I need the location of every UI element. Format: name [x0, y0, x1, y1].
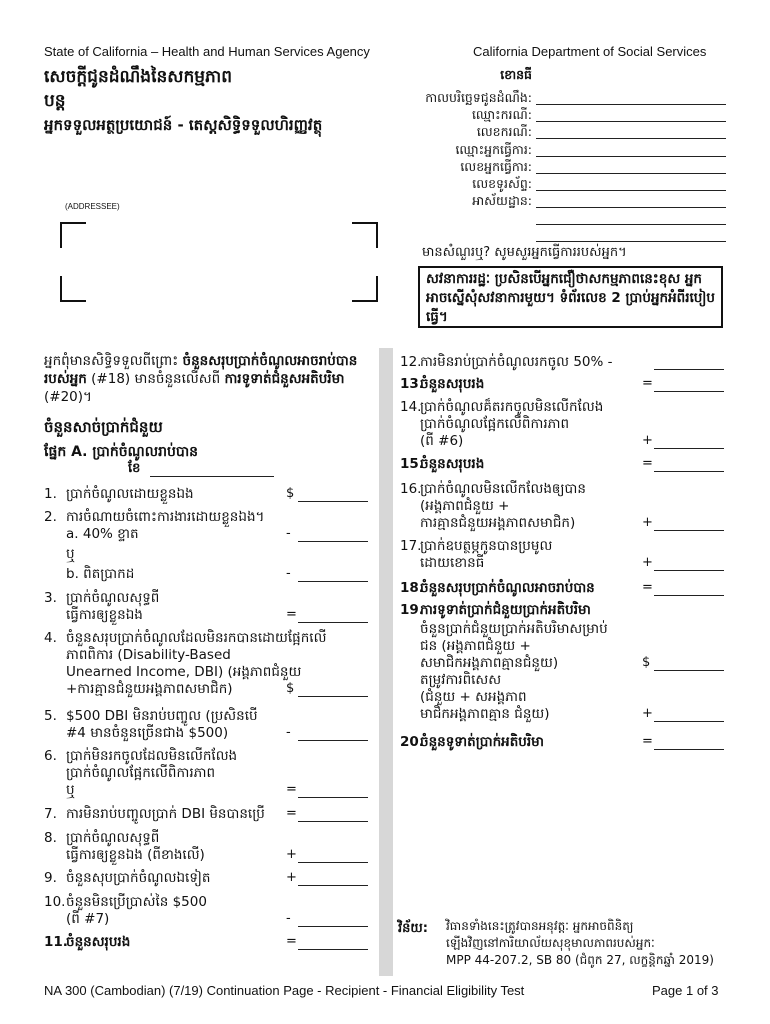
item-text: ការមិនរាប់ប្រាក់ចំណូលរកចូល 50% -	[420, 354, 613, 370]
item-number: 5.	[44, 708, 57, 724]
item-text: ឬ	[66, 782, 75, 798]
notice-date-label: កាលបរិច្ឆេទជូនដំណឹង:	[425, 90, 532, 105]
item-number: 6.	[44, 748, 57, 764]
item-number: 16.	[400, 481, 422, 497]
month-label: ខែ	[128, 461, 141, 476]
item-number: 4.	[44, 630, 57, 646]
amount-field[interactable]	[298, 581, 368, 582]
address-label: អាស័យដ្ឋាន:	[472, 193, 532, 208]
case-number-field[interactable]	[536, 138, 726, 139]
amount-field[interactable]	[298, 541, 368, 542]
amount-field[interactable]	[654, 570, 724, 571]
item-number: 14.	[400, 399, 422, 415]
notice-date-field[interactable]	[536, 104, 726, 105]
item-text: ដោយខោនធី	[420, 555, 485, 571]
rules-line3: MPP 44-207.2, SB 80 (ជំពូក 27, លក្ខន្តិកឆ្នាំ 2019)	[446, 953, 714, 967]
item-text: ធ្វើការឲ្យខ្លួនឯង (ពីខាងលើ)	[66, 847, 205, 863]
item-number: 1.	[44, 486, 57, 502]
item-number: 11.	[44, 934, 68, 950]
item-text: ប្រាក់ចំណូលសុទ្ធពី	[66, 830, 160, 846]
operator-sign: -	[286, 566, 291, 581]
address-window-corner-bl	[60, 276, 86, 302]
item-text: #4 មានចំនួនច្រើនជាង $500)	[66, 725, 229, 741]
address-window-corner-tr	[352, 222, 378, 248]
operator-sign: $	[642, 655, 651, 670]
amount-field[interactable]	[654, 530, 724, 531]
item-number: 13.	[400, 376, 424, 392]
item-number: 18.	[400, 580, 424, 596]
item-text: ឬ	[66, 546, 75, 562]
item-text: ភាពពិការ (Disability-Based	[66, 647, 231, 663]
worker-number-field[interactable]	[536, 173, 726, 174]
item-text: ប្រាក់ចំណូលផ្អែកលើពិការភាព	[66, 765, 216, 781]
item-text: ចំនួនសរុបរង	[66, 934, 131, 950]
item-text: Unearned Income, DBI) (អង្គភាពជំនួយ	[66, 664, 302, 680]
agency-left: State of California – Health and Human Services Agency	[44, 44, 370, 59]
item-number: 15.	[400, 456, 424, 472]
rules-line2: ឡើងវិញនៅការិយាល័យសុខុមាលភាពរបស់អ្នកៈ	[446, 936, 655, 950]
item-text: ប្រាក់ចំណូលសុទ្ធពី	[66, 590, 160, 606]
item-text: a. 40% ខ្ទាត	[66, 526, 139, 542]
operator-sign: =	[642, 734, 653, 749]
amount-field[interactable]	[654, 471, 724, 472]
form-title-line2: បន្ត	[44, 91, 66, 111]
intro-bold-1: ចំនួនសរុបប្រាក់ចំណូលអាចរាប់បានរបស់អ្នក	[44, 353, 358, 387]
amount-field[interactable]	[654, 721, 724, 722]
form-identifier: NA 300 (Cambodian) (7/19) Continuation Page - Recipient - Financial Eligibility Test	[44, 983, 525, 998]
operator-sign: =	[286, 806, 297, 821]
item-text: ប្រាក់ចំណូលគ៏តរកចូលមិនលើកលែង	[420, 399, 604, 415]
addressee-label: (ADDRESSEE)	[65, 202, 120, 211]
item-text: ប្រាក់មិនរកចូលដែលមិនលើកលែង	[66, 748, 238, 764]
operator-sign: =	[286, 607, 297, 622]
operator-sign: +	[286, 870, 297, 885]
county-label: ខោនធី	[500, 67, 532, 82]
operator-sign: +	[642, 555, 653, 570]
item-text: ចំនួនសរុបរង	[420, 456, 485, 472]
worker-number-label: លេខអ្នកធ្វើការ:	[460, 159, 532, 174]
address-field-line2[interactable]	[536, 224, 726, 225]
intro-text-3: (#20)។	[44, 389, 92, 405]
rules-label: វិន័យ:	[398, 921, 428, 936]
operator-sign: =	[286, 934, 297, 949]
amount-field[interactable]	[654, 391, 724, 392]
amount-field[interactable]	[298, 885, 368, 886]
case-number-label: លេខករណី:	[476, 124, 532, 139]
rules-line1: វិធានទាំងនេះត្រូវបានអនុវត្តៈ អ្នកអាចពិនិត្យ	[446, 919, 634, 933]
item-number: 10.	[44, 894, 66, 910]
item-number: 17.	[400, 538, 422, 554]
address-field-line3[interactable]	[536, 241, 726, 242]
item-number: 3.	[44, 590, 57, 606]
operator-sign: +	[286, 847, 297, 862]
operator-sign: +	[642, 515, 653, 530]
form-title-line3: អ្នកទទួលអត្ថប្រយោជន៍ - តេស្ដសិទ្ធិទទួលហិរញ្ញវត្ថុ	[44, 116, 323, 134]
amount-field[interactable]	[298, 622, 368, 623]
amount-field[interactable]	[298, 862, 368, 863]
worker-name-field[interactable]	[536, 156, 726, 157]
operator-sign: =	[642, 456, 653, 471]
operator-sign: +	[642, 433, 653, 448]
amount-field[interactable]	[298, 949, 368, 950]
case-name-label: ឈ្មោះករណី:	[471, 107, 532, 122]
item-text: មាជិកអង្គភាពគ្មាន ជំនួយ)	[420, 706, 550, 722]
agency-right: California Department of Social Services	[473, 44, 707, 59]
intro-text-1: អ្នកពុំមានសិទ្ធិទទួលពីព្រោះ	[44, 353, 183, 369]
item-text: ប្រាក់ចំណូលដោយខ្លួនឯង	[66, 486, 194, 502]
phone-number-label: លេខទូរស័ព្ទ:	[472, 176, 532, 191]
operator-sign: $	[286, 486, 295, 501]
item-text: ចំនួនសរុបប្រាក់ចំណូលដែលមិនរកបានដោយផ្អែកលើ	[66, 630, 327, 646]
amount-field[interactable]	[298, 797, 368, 798]
amount-field[interactable]	[654, 369, 724, 370]
item-text: ជន (អង្គភាពជំនួយ +	[420, 638, 531, 654]
item-text: ប្រាក់ឧបត្ថម្ភកូនបានប្រមូល	[420, 538, 553, 554]
page-number: Page 1 of 3	[652, 983, 719, 998]
item-text: ចំនួនទូទាត់ប្រាក់អតិបរិមា	[420, 734, 544, 750]
operator-sign: $	[286, 681, 295, 696]
operator-sign: -	[286, 526, 291, 541]
amount-field[interactable]	[654, 670, 724, 671]
item-text: ចំនួនសរុបរង	[420, 376, 485, 392]
item-text: b. ពិតប្រាកដ	[66, 566, 135, 582]
section-a-heading: ផ្នែក A. ប្រាក់ចំណូលរាប់បាន	[44, 444, 199, 460]
item-text: ចំនួនសរុបប្រាក់ចំណូលអាចរាប់បាន	[420, 580, 595, 596]
item-text: ការចំណាយចំពោះការងារដោយខ្លួនឯង។	[66, 509, 265, 525]
item-text: សមាជិកអង្គភាពគ្មានជំនួយ)	[420, 655, 559, 671]
item-text: ប្រាក់ចំណូលមិនលើកលែងឲ្យបាន	[420, 481, 586, 497]
intro-text-2: (#18) មានចំនួនលើសពី	[86, 371, 225, 387]
item-number: 9.	[44, 870, 57, 886]
state-hearing-notice: សវនាការរដ្ឋៈ ប្រសិនបើអ្នកជឿថាសកម្មភាពនេះខុស អ្នកអាចស្នើសុំសវនាការមួយ។ ទំព័រលេខ 2 ប្រាប់អ្នកអំពីរបៀបធ្វើ។	[418, 266, 723, 328]
amount-field[interactable]	[654, 448, 724, 449]
intro-bold-2: ការទូទាត់ជំនួសអតិបរិមា	[224, 371, 345, 387]
operator-sign: =	[642, 376, 653, 391]
amount-field[interactable]	[298, 821, 368, 822]
item-number: 7.	[44, 806, 57, 822]
item-text: ប្រាក់ចំណូលផ្អែកលើពិការភាព	[420, 416, 570, 432]
form-title-line1: សេចក្ដីជូនដំណឹងនៃសកម្មភាព	[44, 67, 233, 87]
item-text: (ពី #6)	[420, 433, 464, 449]
item-number: 8.	[44, 830, 57, 846]
operator-sign: =	[642, 580, 653, 595]
ineligibility-reason	[44, 352, 374, 406]
amount-field[interactable]	[654, 595, 724, 596]
item-number: 2.	[44, 509, 57, 525]
operator-sign: -	[286, 725, 291, 740]
item-text: ចំនួនសុបប្រាក់ចំណូលឯទៀត	[66, 870, 211, 886]
item-text: (ជំនួយ + សអង្គភាព	[420, 689, 527, 705]
operator-sign: -	[286, 911, 291, 926]
item-text: ធ្វើការឲ្យខ្លួនឯង	[66, 607, 143, 623]
amount-field[interactable]	[298, 696, 368, 697]
operator-sign: =	[286, 782, 297, 797]
operator-sign: +	[642, 706, 653, 721]
item-text: ការទូទាត់ប្រាក់ជំនួយប្រាក់អតិបរិមា	[420, 602, 591, 618]
item-text: ចំនួនមិនប្រើប្រាស់នៃ $500	[66, 894, 207, 910]
item-text: ចំនួនប្រាក់ជំនួយប្រាក់អតិបរិមាសម្រាប់	[420, 621, 608, 637]
item-text: ការគ្មានជំនួយអង្គភាពសមាជិក)	[420, 515, 576, 531]
amount-field[interactable]	[654, 749, 724, 750]
amount-field[interactable]	[298, 740, 368, 741]
item-text: (អង្គភាពជំនួយ +	[420, 498, 510, 514]
item-number: 20.	[400, 734, 424, 750]
item-text: ការមិនរាប់បញ្ចូលប្រាក់ DBI មិនបានប្រើ	[66, 806, 265, 822]
worker-name-label: ឈ្មោះអ្នកធ្វើការ:	[455, 142, 532, 157]
address-window-corner-tl	[60, 222, 86, 248]
item-number: 19.	[400, 602, 424, 618]
item-text: តម្រូវការពិសេស	[420, 672, 502, 688]
month-field[interactable]	[150, 476, 274, 477]
case-name-field[interactable]	[536, 121, 726, 122]
address-field-line1[interactable]	[536, 207, 726, 208]
column-divider	[379, 348, 393, 976]
item-number: 12.	[400, 354, 422, 370]
grant-amount-heading: ចំនួនសាច់ប្រាក់ជំនួយ	[44, 418, 163, 436]
amount-field[interactable]	[298, 926, 368, 927]
item-text: $500 DBI មិនរាប់បញ្ចូល (ប្រសិនបើ	[66, 708, 258, 724]
questions-line: មានសំណួរឬ? សូមសួរអ្នកធ្វើការរបស់អ្នក។	[422, 245, 627, 260]
item-text: (ពី #7)	[66, 911, 110, 927]
item-text: +ការគ្មានជំនួយអង្គភាពសមាជិក)	[66, 681, 233, 697]
phone-number-field[interactable]	[536, 190, 726, 191]
amount-field[interactable]	[298, 501, 368, 502]
address-window-corner-br	[352, 276, 378, 302]
